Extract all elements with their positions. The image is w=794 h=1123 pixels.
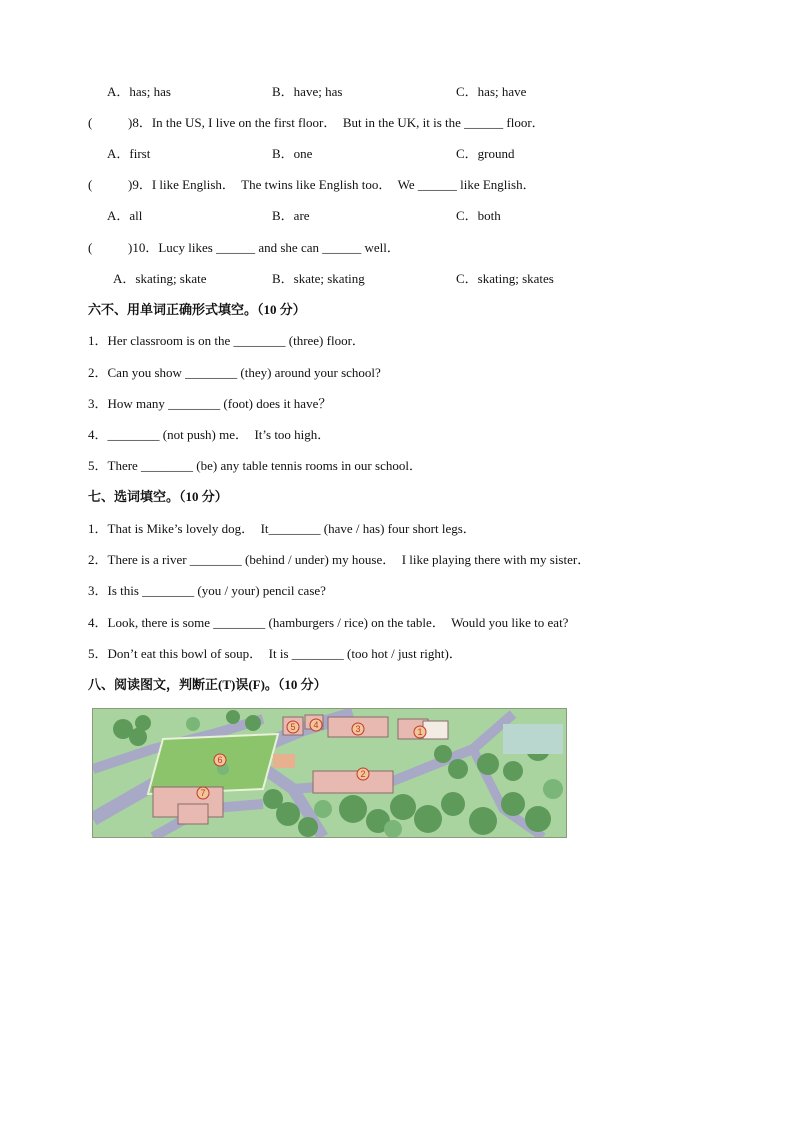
section7-heading: 七、选词填空。（10 分） — [88, 489, 228, 504]
map-label-5: 5 — [290, 722, 296, 732]
q8-option-a: A．first — [107, 146, 151, 161]
school-map-image — [92, 708, 567, 838]
q9-paren: ( — [88, 177, 93, 192]
q7-option-a: A．has; has — [107, 84, 171, 99]
map-label-1: 1 — [417, 727, 423, 737]
q10-question: )10．Lucy likes ______ and she can ______ well． — [128, 240, 400, 255]
q9-option-c: C．both — [456, 208, 501, 223]
section7-item-2: 2．There is a river ________ (behind / under) my house． I like playing there with my sister． — [88, 552, 591, 567]
map-label-2: 2 — [360, 769, 366, 779]
q8-paren: ( — [88, 115, 93, 130]
map-label-6: 6 — [217, 755, 223, 765]
q8-option-c: C．ground — [456, 146, 515, 161]
q7-option-c: C．has; have — [456, 84, 527, 99]
section6-item-2: 2．Can you show ________ (they) around your school? — [88, 365, 381, 380]
q10-option-b: B．skate; skating — [272, 271, 365, 286]
section7-item-5: 5．Don’t eat this bowl of soup． It is ________ (too hot / just right)． — [88, 646, 462, 661]
q10-option-a: A．skating; skate — [113, 271, 207, 286]
map-label-7: 7 — [200, 788, 206, 798]
section8-heading: 八、阅读图文，判断正(T)误(F)。（10 分） — [88, 677, 327, 692]
q8-option-b: B．one — [272, 146, 313, 161]
section7-item-1: 1．That is Mike’s lovely dog． It________ (have / has) four short legs． — [88, 521, 476, 536]
section6-heading: 六不、用单词正确形式填空。（10 分） — [88, 302, 306, 317]
q10-paren: ( — [88, 240, 93, 255]
q9-option-b: B．are — [272, 208, 310, 223]
map-label-3: 3 — [355, 724, 361, 734]
q9-option-a: A．all — [107, 208, 143, 223]
section6-item-5: 5．There ________ (be) any table tennis rooms in our school． — [88, 458, 422, 473]
school-map-illustration — [93, 709, 566, 837]
section6-item-1: 1．Her classroom is on the ________ (three) floor． — [88, 333, 365, 348]
q7-option-b: B．have; has — [272, 84, 343, 99]
q8-question: )8．In the US, I live on the first floor． But in the UK, it is the ______ floor． — [128, 115, 545, 130]
section7-item-3: 3．Is this ________ (you / your) pencil case? — [88, 583, 326, 598]
section6-item-4: 4．________ (not push) me． It’s too high． — [88, 427, 331, 442]
q10-option-c: C．skating; skates — [456, 271, 554, 286]
map-label-4: 4 — [313, 720, 319, 730]
section7-item-4: 4．Look, there is some ________ (hamburgers / rice) on the table． Would you like to eat? — [88, 615, 569, 630]
q9-question: )9．I like English． The twins like English too． We ______ like English． — [128, 177, 536, 192]
section6-item-3: 3．How many ________ (foot) does it have？ — [88, 396, 332, 411]
